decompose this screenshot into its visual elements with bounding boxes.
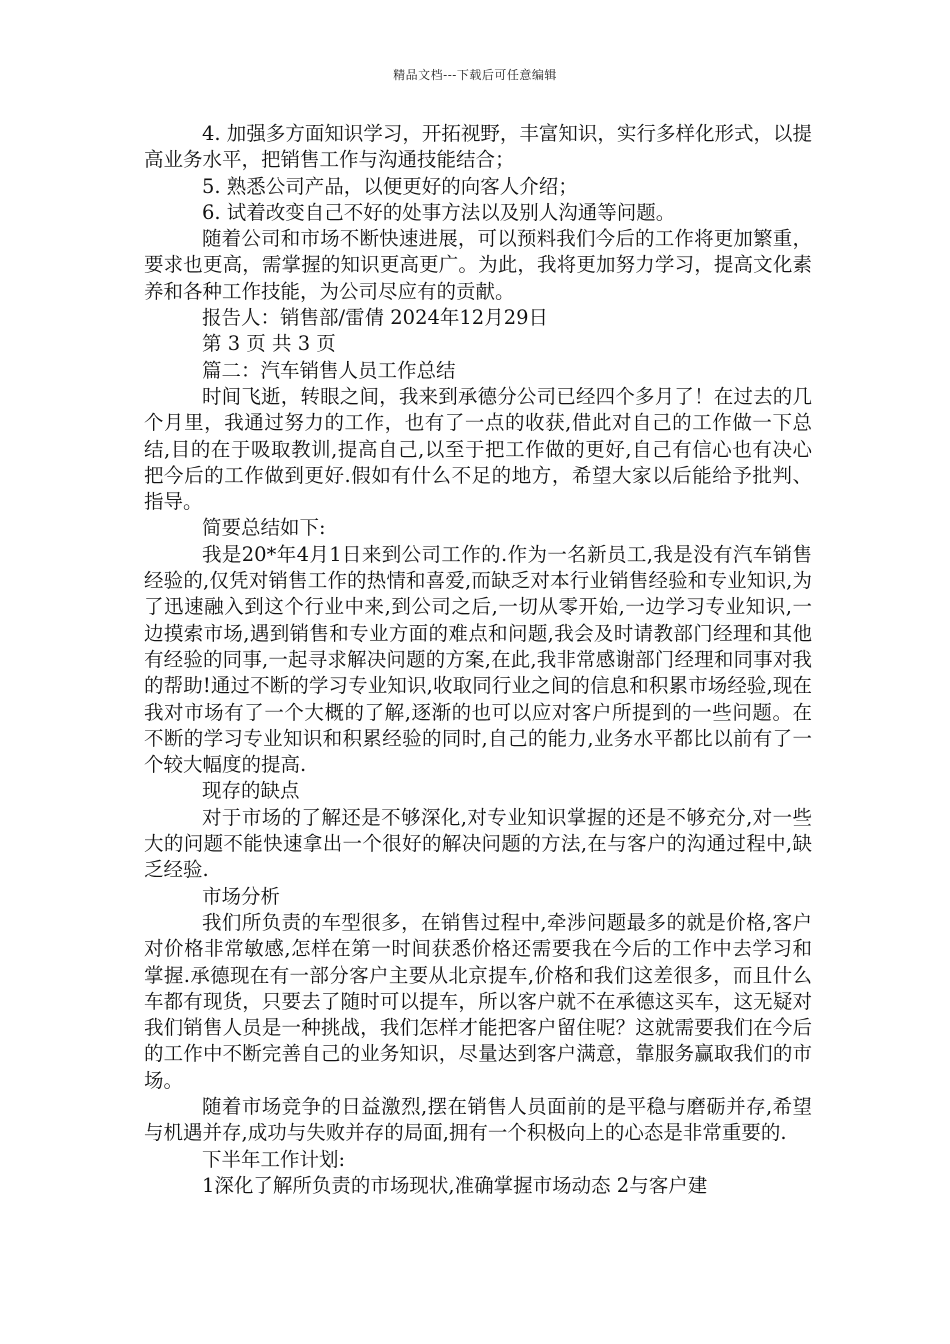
document-body <box>144 121 812 1199</box>
reporter-line: 报告人：销售部/雷倩 2024年12月29日 <box>202 306 549 330</box>
paragraph-intro: 时间飞逝，转眼之间，我来到承德分公司已经四个多月了！在过去的几个月里，我通过努力的工作，也有了一点的收获,借此对自己的工作做一下总结,目的在于吸取教训,提高自己,以至于把工作做的更好,自己有信心也有决心把今后的工作做到更好.假如有什么不足的地方，希望大家以后能给予批判、指导。 <box>144 384 812 514</box>
paragraph-outlook: 随着公司和市场不断快速进展，可以预料我们今后的工作将更加繁重，要求也更高，需掌握的知识更高更广。为此，我将更加努力学习，提高文化素养和各种工作技能，为公司尽应有的贡献。 <box>144 227 812 303</box>
list-item-4: 4. 加强多方面知识学习，开拓视野，丰富知识，实行多样化形式，以提高业务水平，把销售工作与沟通技能结合； <box>144 122 812 172</box>
page-header-watermark: 精品文档---下载后可任意编辑 <box>393 68 557 82</box>
paragraph-experience: 我是20*年4月1日来到公司工作的.作为一名新员工,我是没有汽车销售经验的,仅凭对销售工作的热情和喜爱,而缺乏对本行业销售经验和专业知识,为了迅速融入到这个行业中来,到公司之后,一切从零开始,一边学习专业知识,一边摸索市场,遇到销售和专业方面的难点和问题,我会及时请教部门经理和其他有经验的同事,一起寻求解决问题的方案,在此,我非常感谢部门经理和同事对我的帮助!通过不断的学习专业知识,收取同行业之间的信息和积累市场经验,现在我对市场有了一个大概的了解,逐渐的也可以应对客户所提到的一些问题。在不断的学习专业知识和积累经验的同时,自己的能力,业务水平都比以前有了一个较大幅度的提高. <box>144 542 812 777</box>
heading-market-analysis: 市场分析 <box>202 884 281 908</box>
list-item-6: 6. 试着改变自己不好的处事方法以及别人沟通等问题。 <box>202 200 676 224</box>
paragraph-shortcomings: 对于市场的了解还是不够深化,对专业知识掌握的还是不够充分,对一些大的问题不能快速拿出一个很好的解决问题的方法,在与客户的沟通过程中,缺乏经验. <box>144 805 812 882</box>
paragraph-competition: 随着市场竞争的日益激烈,摆在销售人员面前的是平稳与磨砺并存,希望与机遇并存,成功与失败并存的局面,拥有一个积极向上的心态是非常重要的. <box>144 1094 812 1145</box>
heading-shortcomings: 现存的缺点 <box>202 779 300 803</box>
page-number: 第 3 页 共 3 页 <box>202 332 336 356</box>
paragraph-work-plan: 1深化了解所负责的市场现状,准确掌握市场动态 2与客户建 <box>202 1173 708 1197</box>
heading-work-plan: 下半年工作计划: <box>202 1147 346 1171</box>
section-title: 篇二：汽车销售人员工作总结 <box>202 358 456 382</box>
list-item-5: 5. 熟悉公司产品，以便更好的向客人介绍； <box>202 174 578 198</box>
heading-summary: 简要总结如下: <box>202 516 326 540</box>
paragraph-market-analysis: 我们所负责的车型很多，在销售过程中,牵涉问题最多的就是价格,客户对价格非常敏感,怎样在第一时间获悉价格还需要我在今后的工作中去学习和掌握.承德现在有一部分客户主要从北京提车,价格和我们这差很多，而且什么车都有现货，只要去了随时可以提车，所以客户就不在承德这买车，这无疑对我们销售人员是一种挑战，我们怎样才能把客户留住呢？这就需要我们在今后的工作中不断完善自己的业务知识，尽量达到客户满意，靠服务赢取我们的市场。 <box>144 910 812 1092</box>
